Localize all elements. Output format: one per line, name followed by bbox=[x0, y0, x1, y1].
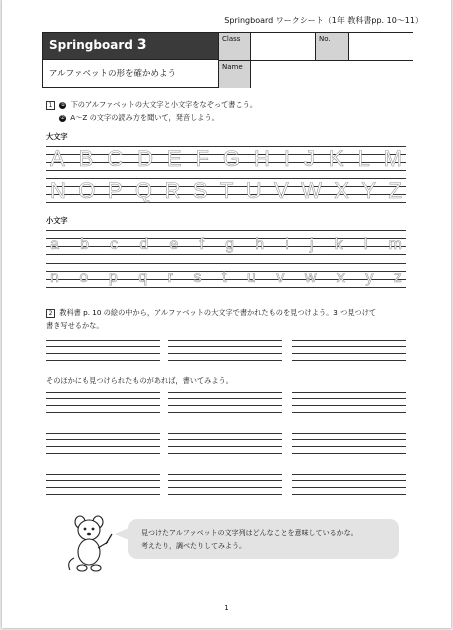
uppercase-row-2 bbox=[46, 176, 406, 210]
trace-letter: h bbox=[255, 236, 265, 253]
trace-letter: K bbox=[328, 146, 344, 171]
section2-line2: 書き写せるかな。 bbox=[46, 321, 104, 330]
class-field[interactable] bbox=[251, 33, 315, 60]
trace-letter: W bbox=[301, 178, 322, 203]
trace-letter: w bbox=[304, 269, 317, 286]
writing-box-9[interactable] bbox=[292, 433, 406, 453]
writing-box-8[interactable] bbox=[168, 433, 282, 453]
mascot-illustration bbox=[64, 508, 114, 574]
trace-letter: l bbox=[363, 236, 368, 253]
trace-letter: M bbox=[383, 146, 402, 171]
trace-letter: B bbox=[78, 146, 94, 171]
number-field[interactable] bbox=[349, 33, 413, 60]
trace-letter: U bbox=[245, 178, 262, 203]
trace-letter: D bbox=[137, 146, 153, 171]
lowercase-row-1 bbox=[46, 228, 406, 262]
step1-mark: ① bbox=[60, 101, 66, 108]
trace-letter: X bbox=[334, 178, 349, 203]
trace-letter: z bbox=[393, 269, 402, 286]
trace-letter: s bbox=[193, 269, 202, 286]
trace-letter: T bbox=[219, 178, 234, 203]
source-line: Springboard ワークシート（1年 教科書pp. 10～11） bbox=[224, 16, 423, 25]
writing-box-10[interactable] bbox=[46, 474, 160, 494]
trace-letter: y bbox=[365, 269, 374, 286]
uppercase-row-1 bbox=[46, 144, 406, 178]
more-instruction: そのほかにも見つけられたものがあれば，書いてみよう。 bbox=[46, 376, 233, 385]
trace-letter: S bbox=[192, 178, 208, 203]
title-text: Springboard bbox=[49, 38, 133, 52]
speech-bubble bbox=[128, 519, 399, 559]
bubble-line-2: 考えたり，調べたりしてみよう。 bbox=[141, 542, 246, 550]
bubble-line-1: 見つけたアルファベットの文字列はどんなことを意味しているかな。 bbox=[141, 529, 358, 537]
trace-letter: O bbox=[78, 178, 96, 203]
step1-text: 下のアルファベットの大文字と小文字をなぞって書こう。 bbox=[70, 100, 258, 109]
writing-box-4[interactable] bbox=[46, 392, 160, 412]
trace-letter: o bbox=[79, 269, 89, 286]
trace-letter: t bbox=[221, 269, 227, 286]
trace-letter: P bbox=[107, 178, 123, 203]
title-number: 3 bbox=[136, 37, 147, 53]
section2-line1: 教科書 p. 10 の絵の中から，アルファベットの大文字で書かれたものを見つけよう。3 つ見つけて bbox=[59, 308, 377, 317]
writing-box-11[interactable] bbox=[168, 474, 282, 494]
trace-letter: Q bbox=[134, 178, 153, 203]
trace-letter: N bbox=[50, 178, 66, 203]
writing-box-1[interactable] bbox=[46, 340, 160, 360]
section2-instruction bbox=[46, 308, 376, 318]
section1-number: 1 bbox=[46, 101, 55, 110]
trace-letter: L bbox=[357, 146, 370, 171]
uppercase-label: 大文字 bbox=[46, 132, 68, 141]
trace-letter: Z bbox=[388, 178, 402, 203]
name-field[interactable] bbox=[251, 61, 413, 88]
trace-letter: H bbox=[253, 146, 270, 171]
trace-letter: a bbox=[50, 236, 59, 253]
trace-letter: V bbox=[274, 178, 289, 203]
trace-letter: J bbox=[303, 146, 315, 171]
trace-letter: m bbox=[388, 236, 402, 253]
trace-letter: e bbox=[169, 236, 179, 253]
writing-box-12[interactable] bbox=[292, 474, 406, 494]
no-label: No. bbox=[316, 33, 348, 60]
writing-box-3[interactable] bbox=[292, 340, 406, 360]
trace-letter: b bbox=[80, 236, 89, 253]
section1-step2 bbox=[59, 113, 219, 123]
trace-letter: I bbox=[283, 146, 290, 171]
trace-letter: v bbox=[276, 269, 285, 286]
worksheet-page bbox=[2, 0, 451, 628]
trace-letter: q bbox=[138, 269, 148, 286]
trace-letter: A bbox=[50, 146, 65, 171]
trace-letter: G bbox=[222, 146, 241, 171]
trace-letter: j bbox=[310, 236, 314, 253]
trace-letter: r bbox=[167, 269, 173, 286]
trace-letter: n bbox=[50, 269, 59, 286]
name-label: Name bbox=[219, 61, 250, 88]
page-number: 1 bbox=[224, 604, 229, 612]
lowercase-label: 小文字 bbox=[46, 216, 68, 225]
trace-letter: Y bbox=[361, 178, 377, 203]
class-label: Class bbox=[219, 33, 250, 60]
worksheet-title bbox=[43, 33, 218, 60]
header-table bbox=[42, 32, 413, 88]
step2-text: A～Z の文字の読み方を聞いて，発音しよう。 bbox=[70, 113, 219, 122]
trace-letter: i bbox=[285, 236, 289, 253]
writing-box-6[interactable] bbox=[292, 392, 406, 412]
trace-letter: k bbox=[334, 236, 343, 253]
section1-step1 bbox=[46, 100, 257, 110]
trace-letter: u bbox=[246, 269, 256, 286]
writing-box-5[interactable] bbox=[168, 392, 282, 412]
trace-letter: R bbox=[164, 178, 181, 203]
trace-letter: c bbox=[110, 236, 119, 253]
trace-letter: p bbox=[108, 269, 118, 286]
trace-letter: C bbox=[107, 146, 124, 171]
step2-mark: ② bbox=[60, 114, 65, 121]
trace-letter: d bbox=[139, 236, 149, 253]
trace-letter: F bbox=[195, 146, 209, 171]
trace-letter: g bbox=[225, 236, 235, 253]
trace-letter: E bbox=[166, 146, 182, 171]
worksheet-subtitle: アルファベットの形を確かめよう bbox=[49, 69, 176, 79]
trace-letter: x bbox=[336, 269, 345, 286]
speech-bubble-tail bbox=[115, 528, 129, 540]
writing-box-2[interactable] bbox=[168, 340, 282, 360]
section2-number: 2 bbox=[46, 309, 55, 318]
trace-letter: f bbox=[199, 236, 204, 253]
writing-box-7[interactable] bbox=[46, 433, 160, 453]
lowercase-row-2 bbox=[46, 261, 406, 295]
